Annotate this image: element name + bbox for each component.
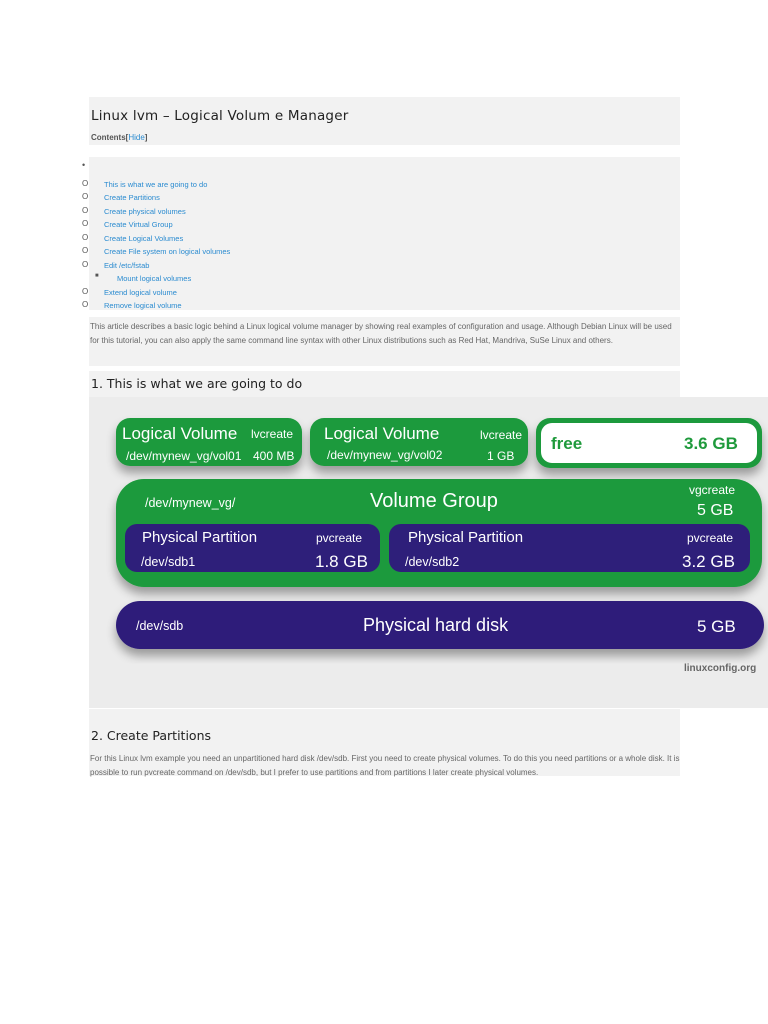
section-2-paragraph: For this Linux lvm example you need an unpartitioned hard disk /dev/sdb. First you need to create physical volumes. To do this you need partitions or a whole disk. It is possible to run pvcreate command on /dev/sdb, but I prefer to use partitions and from partitions I later create physical volumes.: [90, 754, 680, 777]
lv1-size: 400 MB: [253, 449, 295, 463]
toc-item[interactable]: [82, 192, 489, 204]
toc-item[interactable]: [82, 206, 489, 218]
vg-title: Volume Group: [370, 490, 498, 512]
vg-path: /dev/mynew_vg/: [145, 496, 236, 510]
intro-paragraph: This article describes a basic logic behind a Linux logical volume manager by showing real examples of configuration and usage. Although Debian Linux will be used for this tutorial, you can also apply the same command line syntax with other Linux distributions such as Red Hat, Mandriva, SuSe Linux and others.: [90, 322, 672, 345]
toc-link-mount-logical-volumes[interactable]: Mount logical volumes: [117, 274, 192, 283]
lv1-title: Logical Volume: [122, 424, 238, 443]
pp1-title: Physical Partition: [142, 529, 258, 546]
disk-path: /dev/sdb: [136, 619, 184, 633]
toc-item[interactable]: [82, 179, 489, 191]
pp2-title: Physical Partition: [408, 529, 524, 546]
toc-item[interactable]: [82, 233, 489, 245]
section-2: [89, 709, 680, 749]
toc-marker: ■: [95, 273, 99, 279]
lvm-diagram-svg: [89, 397, 768, 708]
pp1-path: /dev/sdb1: [141, 555, 196, 569]
toc-link-edit-fstab[interactable]: Edit /etc/fstab: [104, 261, 150, 270]
toc-marker: O: [82, 300, 89, 309]
pp2-cmd: pvcreate: [687, 531, 734, 545]
section-1-heading: 1. This is what we are going to do: [91, 376, 303, 391]
toc-marker: O: [82, 233, 89, 242]
lv2-path: /dev/mynew_vg/vol02: [327, 448, 443, 462]
table-of-contents: [82, 157, 680, 310]
toc-item[interactable]: [82, 219, 489, 231]
vg-cmd: vgcreate: [689, 483, 736, 497]
toc-item[interactable]: [82, 287, 489, 299]
toc-item[interactable]: [89, 273, 489, 285]
toc-marker: O: [82, 246, 89, 255]
lv2-cmd: lvcreate: [480, 428, 523, 442]
toc-marker: O: [82, 179, 89, 188]
section-2-body: [89, 749, 680, 776]
toc-link-extend-logical-volume[interactable]: Extend logical volume: [104, 288, 177, 297]
lvm-diagram: [89, 397, 768, 708]
toc-link-logical-volumes[interactable]: Create Logical Volumes: [104, 234, 184, 243]
toc-marker: O: [82, 192, 89, 201]
toc-link-virtual-group[interactable]: Create Virtual Group: [104, 220, 173, 229]
free-label: free: [551, 434, 583, 453]
pp2-path: /dev/sdb2: [405, 555, 460, 569]
pp1-size: 1.8 GB: [315, 552, 368, 571]
section-2-heading: 2. Create Partitions: [91, 728, 212, 743]
toc-item[interactable]: [82, 300, 489, 312]
contents-label: Contents[Hide]: [91, 133, 148, 142]
toc-marker: O: [82, 206, 89, 215]
lv1-cmd: lvcreate: [251, 427, 294, 441]
title-block: [89, 97, 680, 145]
toc-bullet: •: [82, 160, 86, 170]
toc-item[interactable]: [82, 260, 489, 272]
page-title: Linux lvm – Logical Volum e Manager: [91, 108, 349, 124]
pp2-size: 3.2 GB: [682, 552, 735, 571]
toc-item[interactable]: [82, 246, 489, 258]
hide-link[interactable]: Hide: [128, 133, 145, 142]
toc-link-what-we-do[interactable]: This is what we are going to do: [104, 180, 208, 189]
toc-marker: O: [82, 219, 89, 228]
toc-link-remove-logical-volume[interactable]: Remove logical volume: [104, 301, 182, 310]
diagram-watermark: linuxconfig.org: [684, 663, 757, 674]
toc-link-create-partitions[interactable]: Create Partitions: [104, 193, 160, 202]
lv1-path: /dev/mynew_vg/vol01: [126, 449, 242, 463]
free-size: 3.6 GB: [684, 434, 738, 453]
contents-text: Contents: [91, 133, 126, 142]
vg-size: 5 GB: [697, 502, 734, 519]
toc-link-physical-volumes[interactable]: Create physical volumes: [104, 207, 186, 216]
intro-block: [89, 317, 680, 366]
section-1: [89, 371, 680, 397]
lv2-title: Logical Volume: [324, 424, 440, 443]
disk-title: Physical hard disk: [363, 615, 509, 635]
disk-size: 5 GB: [697, 617, 736, 636]
toc-marker: O: [82, 260, 89, 269]
lv2-size: 1 GB: [487, 449, 515, 463]
toc-link-file-system[interactable]: Create File system on logical volumes: [104, 247, 231, 256]
pp1-cmd: pvcreate: [316, 531, 363, 545]
toc-marker: O: [82, 287, 89, 296]
